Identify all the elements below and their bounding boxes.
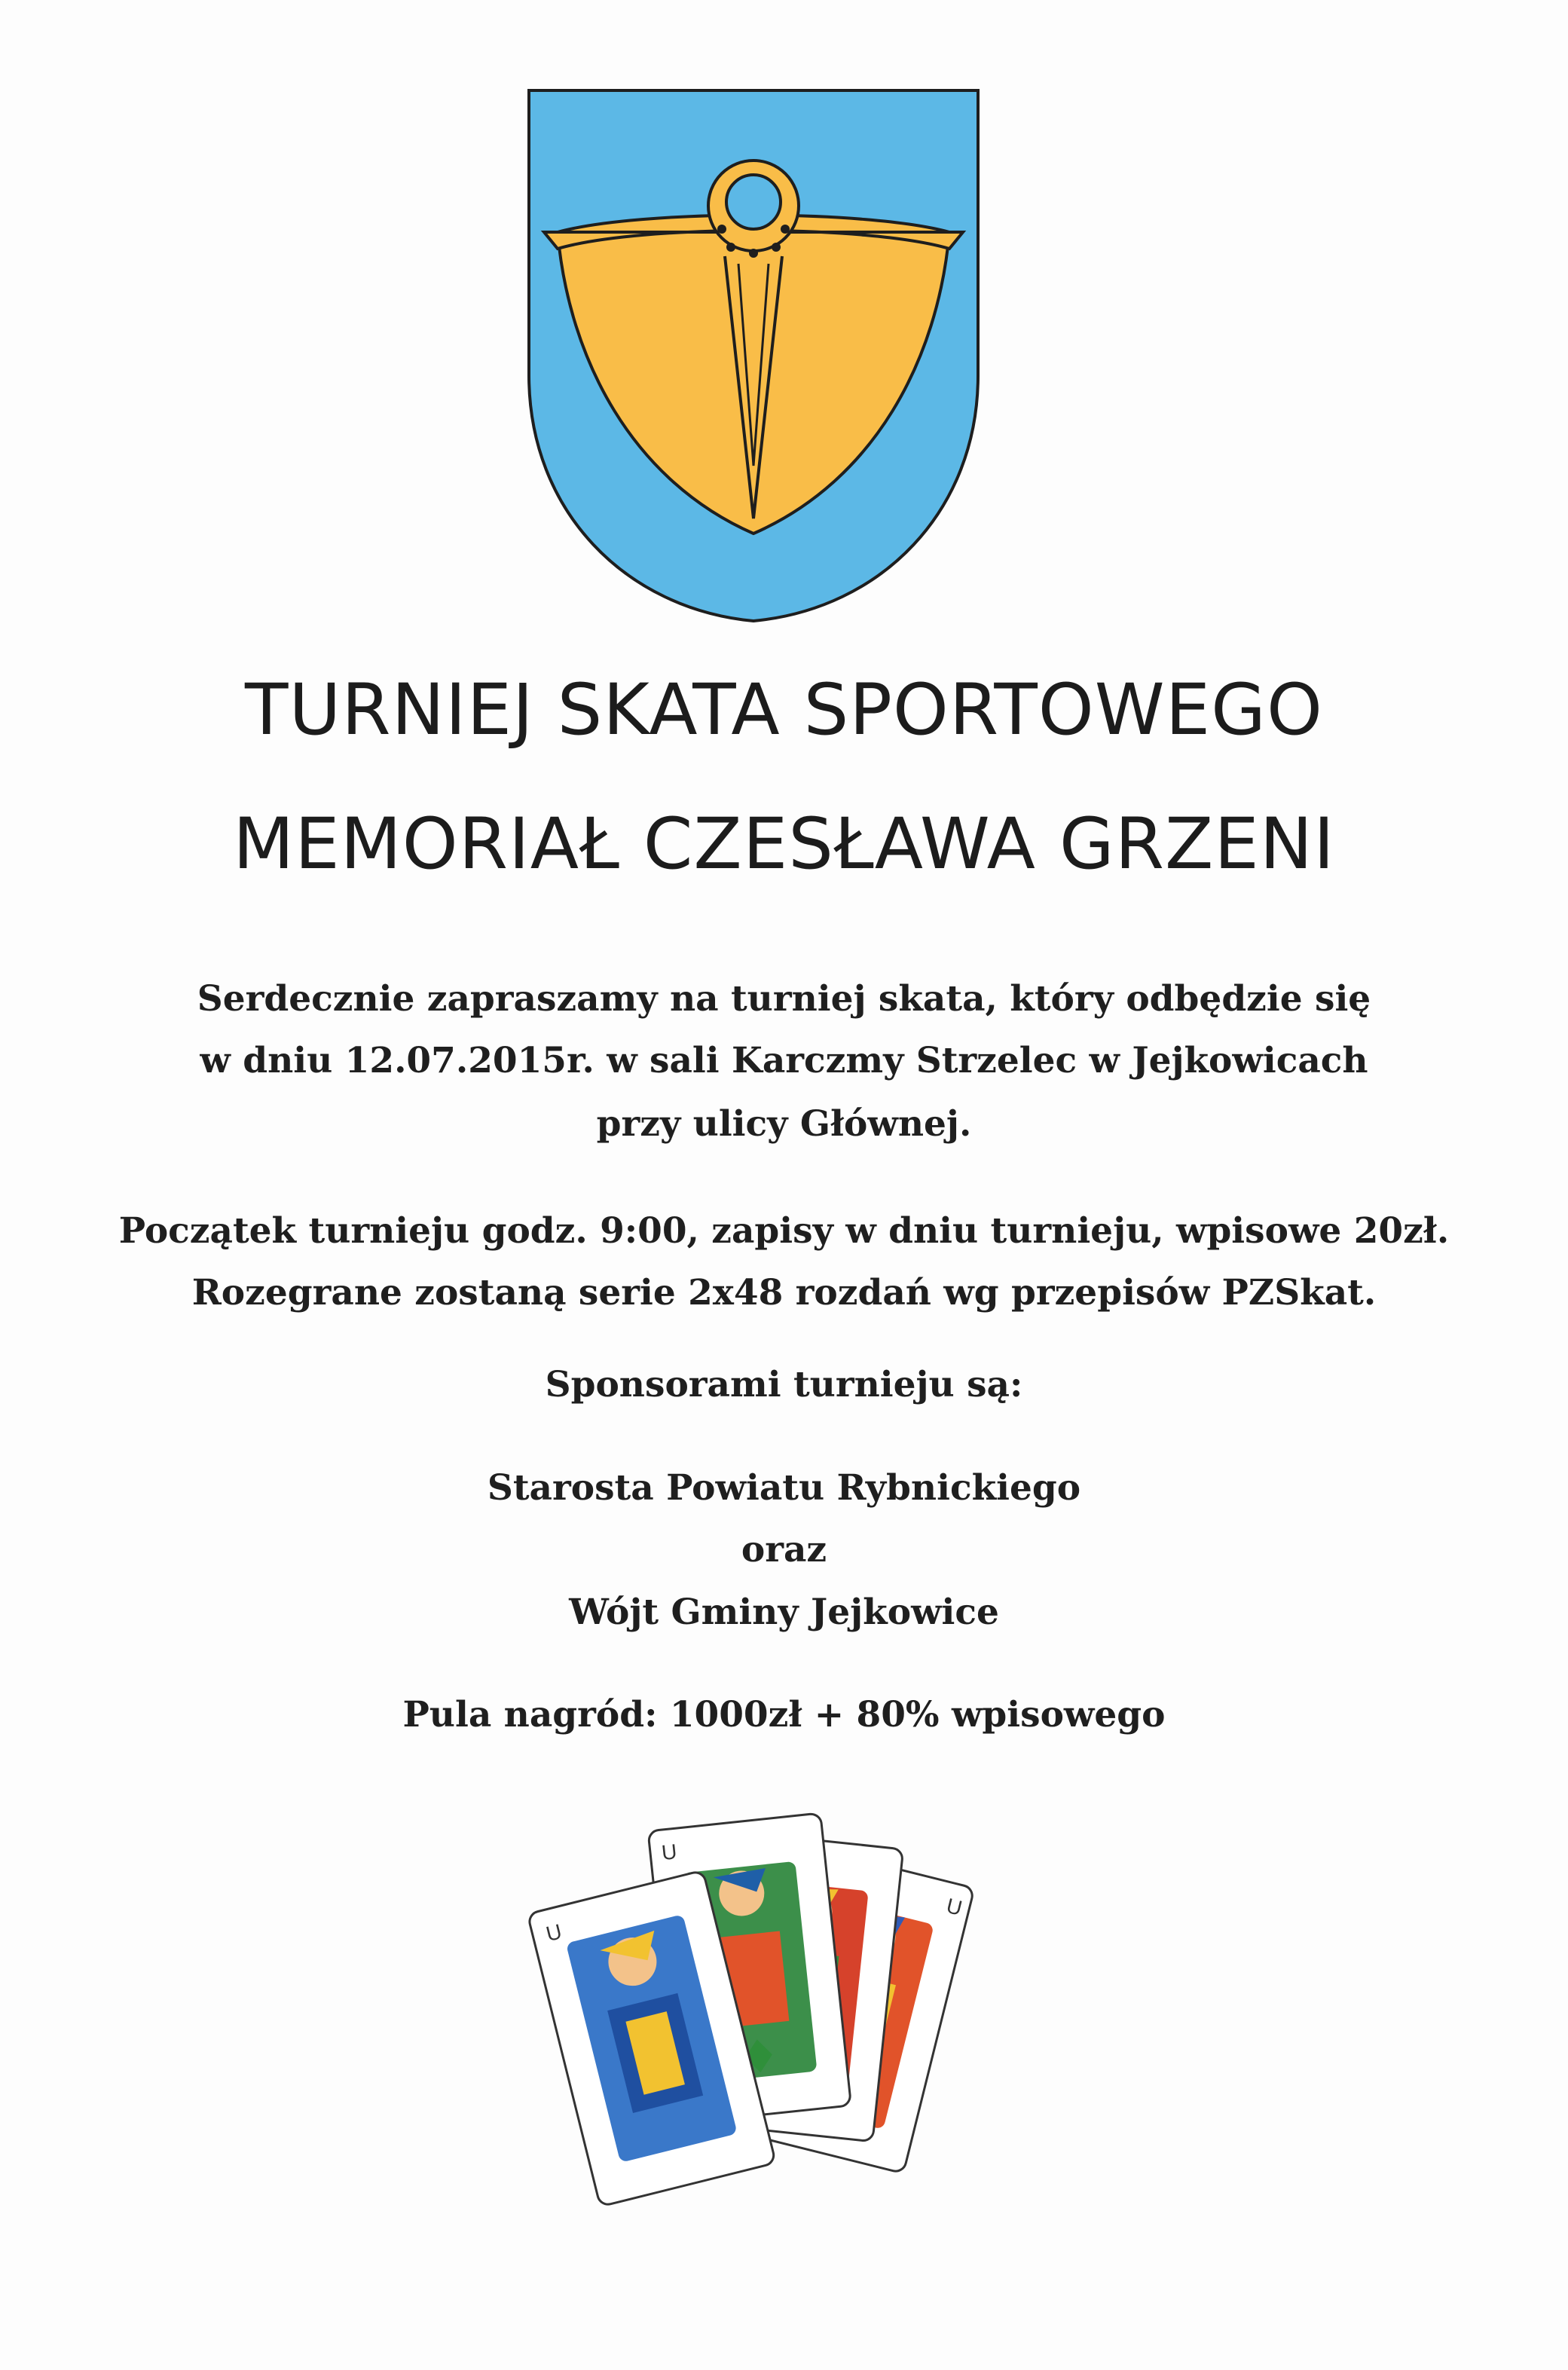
title-line-2: MEMORIAŁ CZESŁAWA GRZENI [233,803,1335,885]
svg-text:U: U [660,1839,678,1865]
svg-text:U: U [543,1919,564,1946]
sponsors-conjunction: oraz [741,1529,827,1570]
sponsor-1: Starosta Powiatu Rybnickiego [487,1467,1081,1509]
sponsor-2: Wójt Gminy Jejkowice [569,1592,999,1633]
prize-pool: Pula nagród: 1000zł + 80% wpisowego [402,1694,1166,1735]
sponsors-heading: Sponsorami turnieju są: [545,1364,1023,1405]
invitation-line-3: przy ulicy Głównej. [596,1103,972,1145]
svg-text:U: U [943,1893,965,1920]
coat-of-arms-icon [527,89,980,624]
details-line-1: Początek turnieju godz. 9:00, zapisy w dniu turnieju, wpisowe 20zł. [118,1210,1450,1252]
invitation-line-1: Serdecznie zapraszamy na turniej skata, który odbędzie się [197,978,1371,1020]
title-line-1: TURNIEJ SKATA SPORTOWEGO [245,669,1323,751]
playing-cards-icon [482,1801,1055,2223]
details-line-2: Rozegrane zostaną serie 2x48 rozdań wg przepisów PZSkat. [191,1272,1377,1313]
invitation-line-2: w dniu 12.07.2015r. w sali Karczmy Strzelec w Jejkowicach [200,1040,1368,1081]
